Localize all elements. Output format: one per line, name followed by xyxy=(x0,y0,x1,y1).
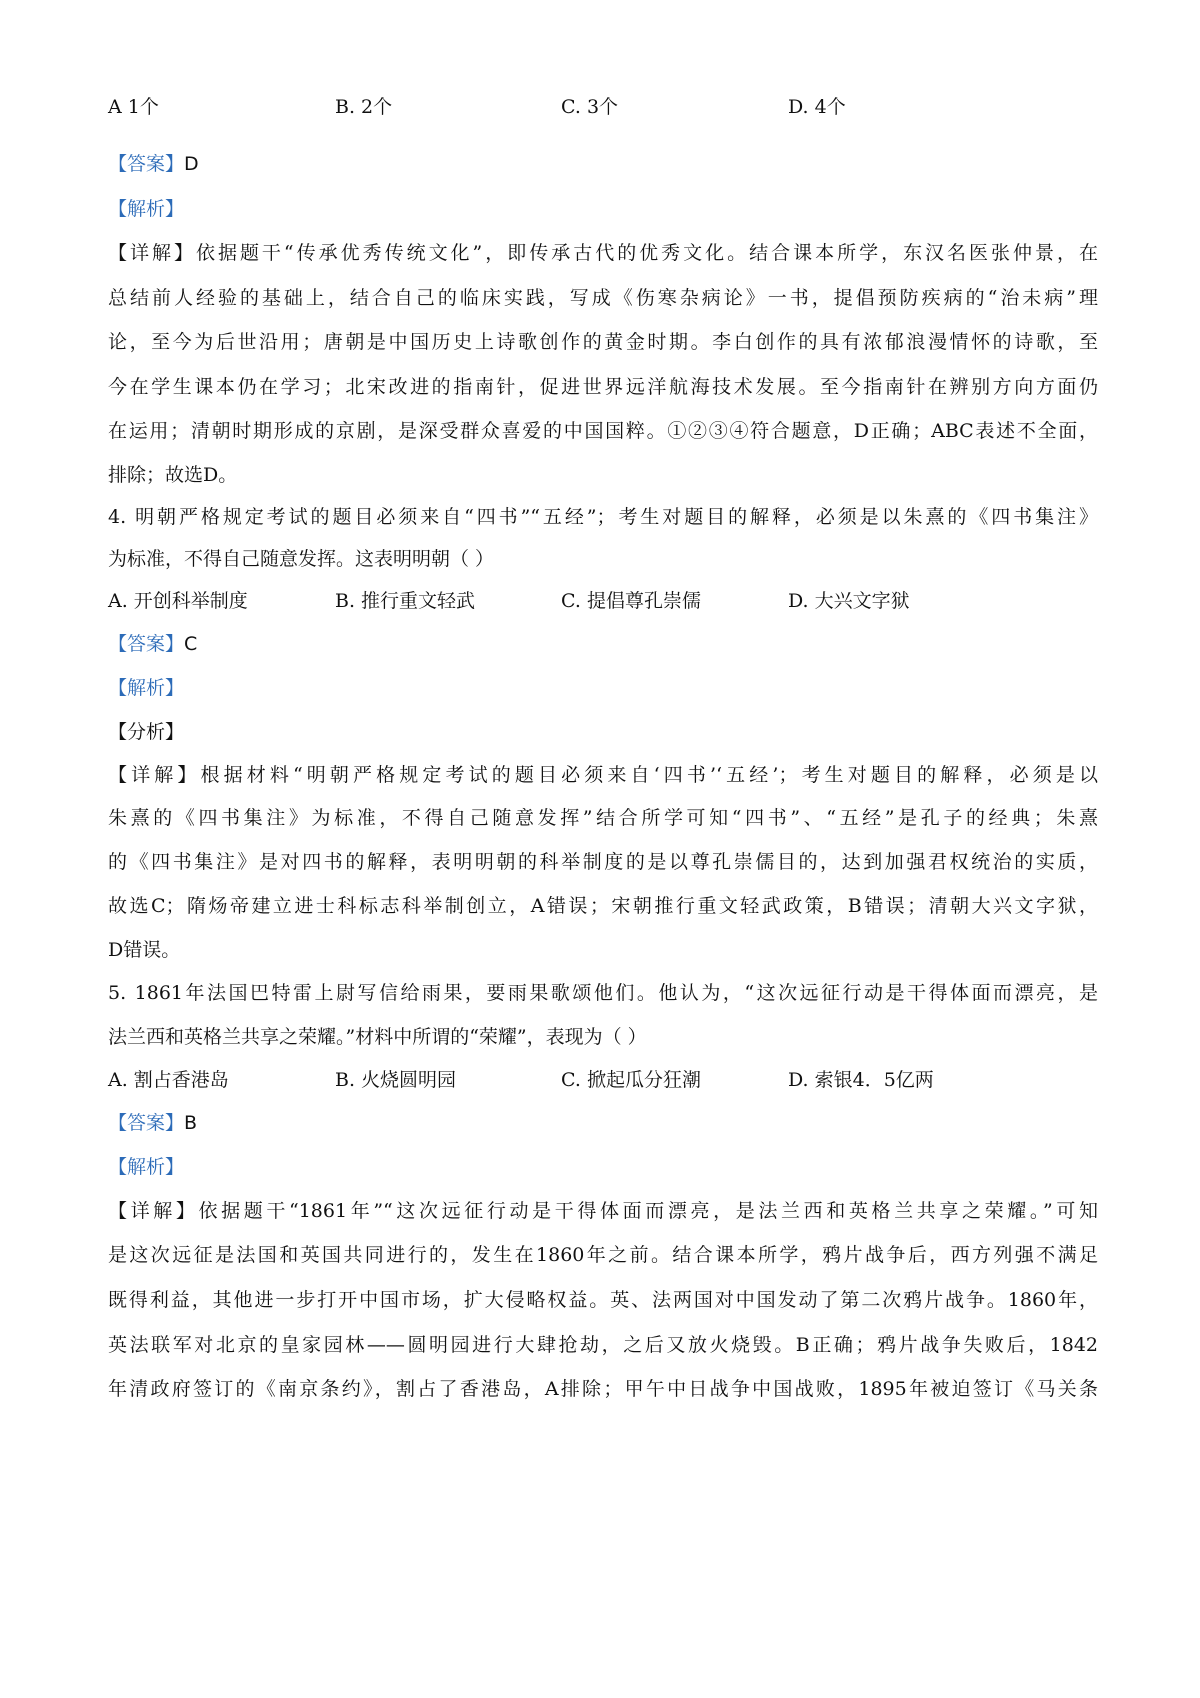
q5-detail-line: 【详解】依据题干“1861年”“这次远征行动是干得体面而漂亮，是法兰西和英格兰共享之荣耀。”可知 xyxy=(108,1200,1098,1222)
q3-option-d: D. 4个 xyxy=(788,96,846,118)
q4-option-b: B. 推行重文轻武 xyxy=(335,590,476,612)
q5-option-d: D. 索银4．5亿两 xyxy=(788,1069,934,1091)
q5-analysis-label: 【解析】 xyxy=(108,1156,185,1178)
q3-option-a: A 1个 xyxy=(108,96,159,118)
answer-value: C xyxy=(184,633,198,655)
q4-detail-line: 的《四书集注》是对四书的解释，表明明朝的科举制度的是以尊孔崇儒目的，达到加强君权统治的实质， xyxy=(108,851,1098,873)
q3-analysis-label: 【解析】 xyxy=(108,198,185,220)
q4-option-d: D. 大兴文字狱 xyxy=(788,590,910,612)
q5-option-b: B. 火烧圆明园 xyxy=(335,1069,457,1091)
q5-stem-line: 5. 1861年法国巴特雷上尉写信给雨果，要雨果歌颂他们。他认为，“这次远征行动是干得体面而漂亮，是 xyxy=(108,982,1098,1004)
answer-label: 【答案】 xyxy=(108,633,185,655)
q3-option-c: C. 3个 xyxy=(561,96,619,118)
q3-answer xyxy=(108,151,1098,177)
q5-stem-line: 法兰西和英格兰共享之荣耀。”材料中所谓的“荣耀”，表现为（ ） xyxy=(108,1026,647,1048)
answer-label: 【答案】 xyxy=(108,1112,185,1134)
q3-detail-line: 在运用；清朝时期形成的京剧，是深受群众喜爱的中国国粹。①②③④符合题意，D正确；ABC表述不全面， xyxy=(108,420,1098,442)
q4-answer xyxy=(108,631,1098,657)
q4-detail-line: 【详解】根据材料“明朝严格规定考试的题目必须来自‘四书’‘五经’；考生对题目的解释，必须是以 xyxy=(108,764,1098,786)
q5-detail-line: 既得利益，其他进一步打开中国市场，扩大侵略权益。英、法两国对中国发动了第二次鸦片战争。1860年， xyxy=(108,1289,1098,1311)
answer-value: B xyxy=(184,1112,198,1134)
q3-detail-line: 论，至今为后世沿用；唐朝是中国历史上诗歌创作的黄金时期。李白创作的具有浓郁浪漫情怀的诗歌，至 xyxy=(108,331,1098,353)
answer-label: 【答案】 xyxy=(108,153,185,175)
q5-detail-line: 是这次远征是法国和英国共同进行的，发生在1860年之前。结合课本所学，鸦片战争后，西方列强不满足 xyxy=(108,1244,1098,1266)
q3-detail-line: 排除；故选D。 xyxy=(108,464,238,486)
q4-option-c: C. 提倡尊孔崇儒 xyxy=(561,590,701,612)
q3-detail-line: 【详解】依据题干“传承优秀传统文化”，即传承古代的优秀文化。结合课本所学，东汉名医张仲景，在 xyxy=(108,242,1098,264)
q5-option-a: A. 割占香港岛 xyxy=(108,1069,229,1091)
q4-detail-line: 朱熹的《四书集注》为标准，不得自己随意发挥”结合所学可知“四书”、“五经”是孔子的经典；朱熹 xyxy=(108,807,1098,829)
q4-fenxi-label: 【分析】 xyxy=(108,721,185,743)
q4-stem-line: 4. 明朝严格规定考试的题目必须来自“四书”“五经”；考生对题目的解释，必须是以朱熹的《四书集注》 xyxy=(108,506,1098,528)
q5-detail-line: 英法联军对北京的皇家园林——圆明园进行大肆抢劫，之后又放火烧毁。B正确；鸦片战争失败后，1842 xyxy=(108,1334,1098,1356)
q3-detail-line: 今在学生课本仍在学习；北宋改进的指南针，促进世界远洋航海技术发展。至今指南针在辨别方向方面仍 xyxy=(108,376,1098,398)
q5-detail-line: 年清政府签订的《南京条约》，割占了香港岛，A排除；甲午中日战争中国战败，1895年被迫签订《马关条 xyxy=(108,1378,1098,1400)
q4-stem-line: 为标准，不得自己随意发挥。这表明明朝（ ） xyxy=(108,548,495,570)
q4-option-a: A. 开创科举制度 xyxy=(108,590,248,612)
q3-detail-line: 总结前人经验的基础上，结合自己的临床实践，写成《伤寒杂病论》一书，提倡预防疾病的“治未病”理 xyxy=(108,287,1098,309)
q5-answer xyxy=(108,1110,1098,1136)
q4-detail-line: 故选C；隋炀帝建立进士科标志科举制创立，A错误；宋朝推行重文轻武政策，B错误；清朝大兴文字狱， xyxy=(108,895,1098,917)
answer-value: D xyxy=(184,153,199,175)
q4-analysis-label: 【解析】 xyxy=(108,677,185,699)
q4-detail-line: D错误。 xyxy=(108,939,181,961)
q3-option-b: B. 2个 xyxy=(335,96,393,118)
q5-option-c: C. 掀起瓜分狂潮 xyxy=(561,1069,701,1091)
